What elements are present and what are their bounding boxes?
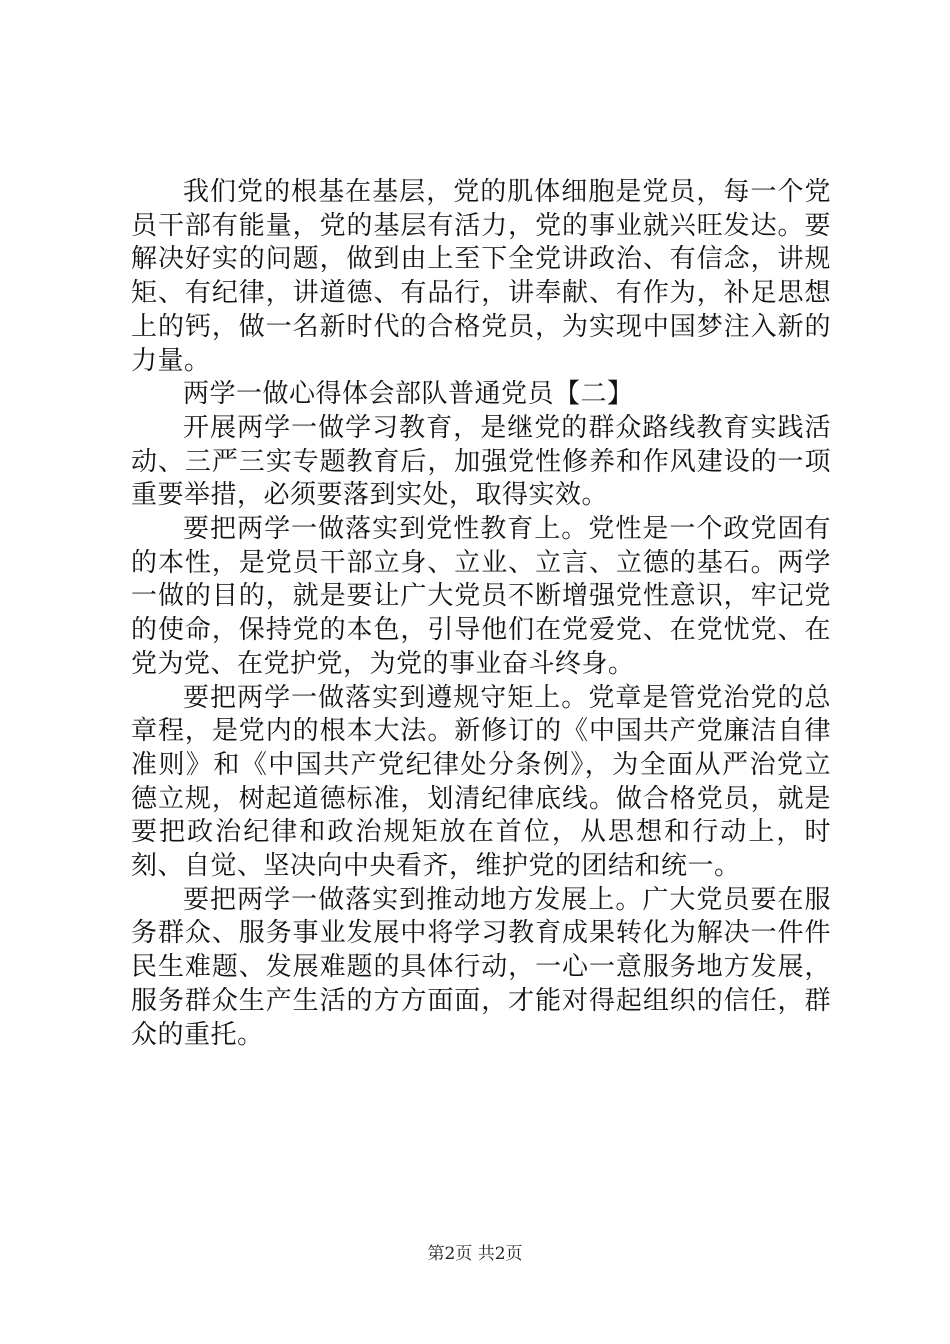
paragraph-local-development: 要把两学一做落实到推动地方发展上。广大党员要在服务群众、服务事业发展中将学习教育成果转化为解决一件件民生难题、发展难题的具体行动，一心一意服务地方发展，服务群众生产生活的方方面面，才能对得起组织的信任，群众的重托。 xyxy=(131,884,831,1050)
paragraph-rules-discipline: 要把两学一做落实到遵规守矩上。党章是管党治党的总章程，是党内的根本大法。新修订的《中国共产党廉洁自律准则》和《中国共产党纪律处分条例》，为全面从严治党立德立规，树起道德标准，划清纪律底线。做合格党员，就是要把政治纪律和政治规矩放在首位，从思想和行动上，时刻、自觉、坚决向中央看齐，维护党的团结和统一。 xyxy=(131,682,831,882)
page-footer: 第2页 共2页 xyxy=(427,1244,523,1264)
section-heading: 两学一做心得体会部队普通党员【二】 xyxy=(183,379,634,410)
document-body xyxy=(131,176,831,1052)
paragraph-party-spirit: 要把两学一做落实到党性教育上。党性是一个政党固有的本性，是党员干部立身、立业、立言、立德的基石。两学一做的目的，就是要让广大党员不断增强党性意识，牢记党的使命，保持党的本色，引导他们在党爱党、在党忧党、在党为党、在党护党，为党的事业奋斗终身。 xyxy=(131,514,831,679)
paragraph-opening: 开展两学一做学习教育，是继党的群众路线教育实践活动、三严三实专题教育后，加强党性修养和作风建设的一项重要举措，必须要落到实处，取得实效。 xyxy=(131,412,831,511)
paragraph-intro-conclusion: 我们党的根基在基层，党的肌体细胞是党员，每一个党员干部有能量，党的基层有活力，党的事业就兴旺发达。要解决好实的问题，做到由上至下全党讲政治、有信念，讲规矩、有纪律，讲道德、有品行，讲奉献、有作为，补足思想上的钙，做一名新时代的合格党员，为实现中国梦注入新的力量。 xyxy=(131,177,831,376)
